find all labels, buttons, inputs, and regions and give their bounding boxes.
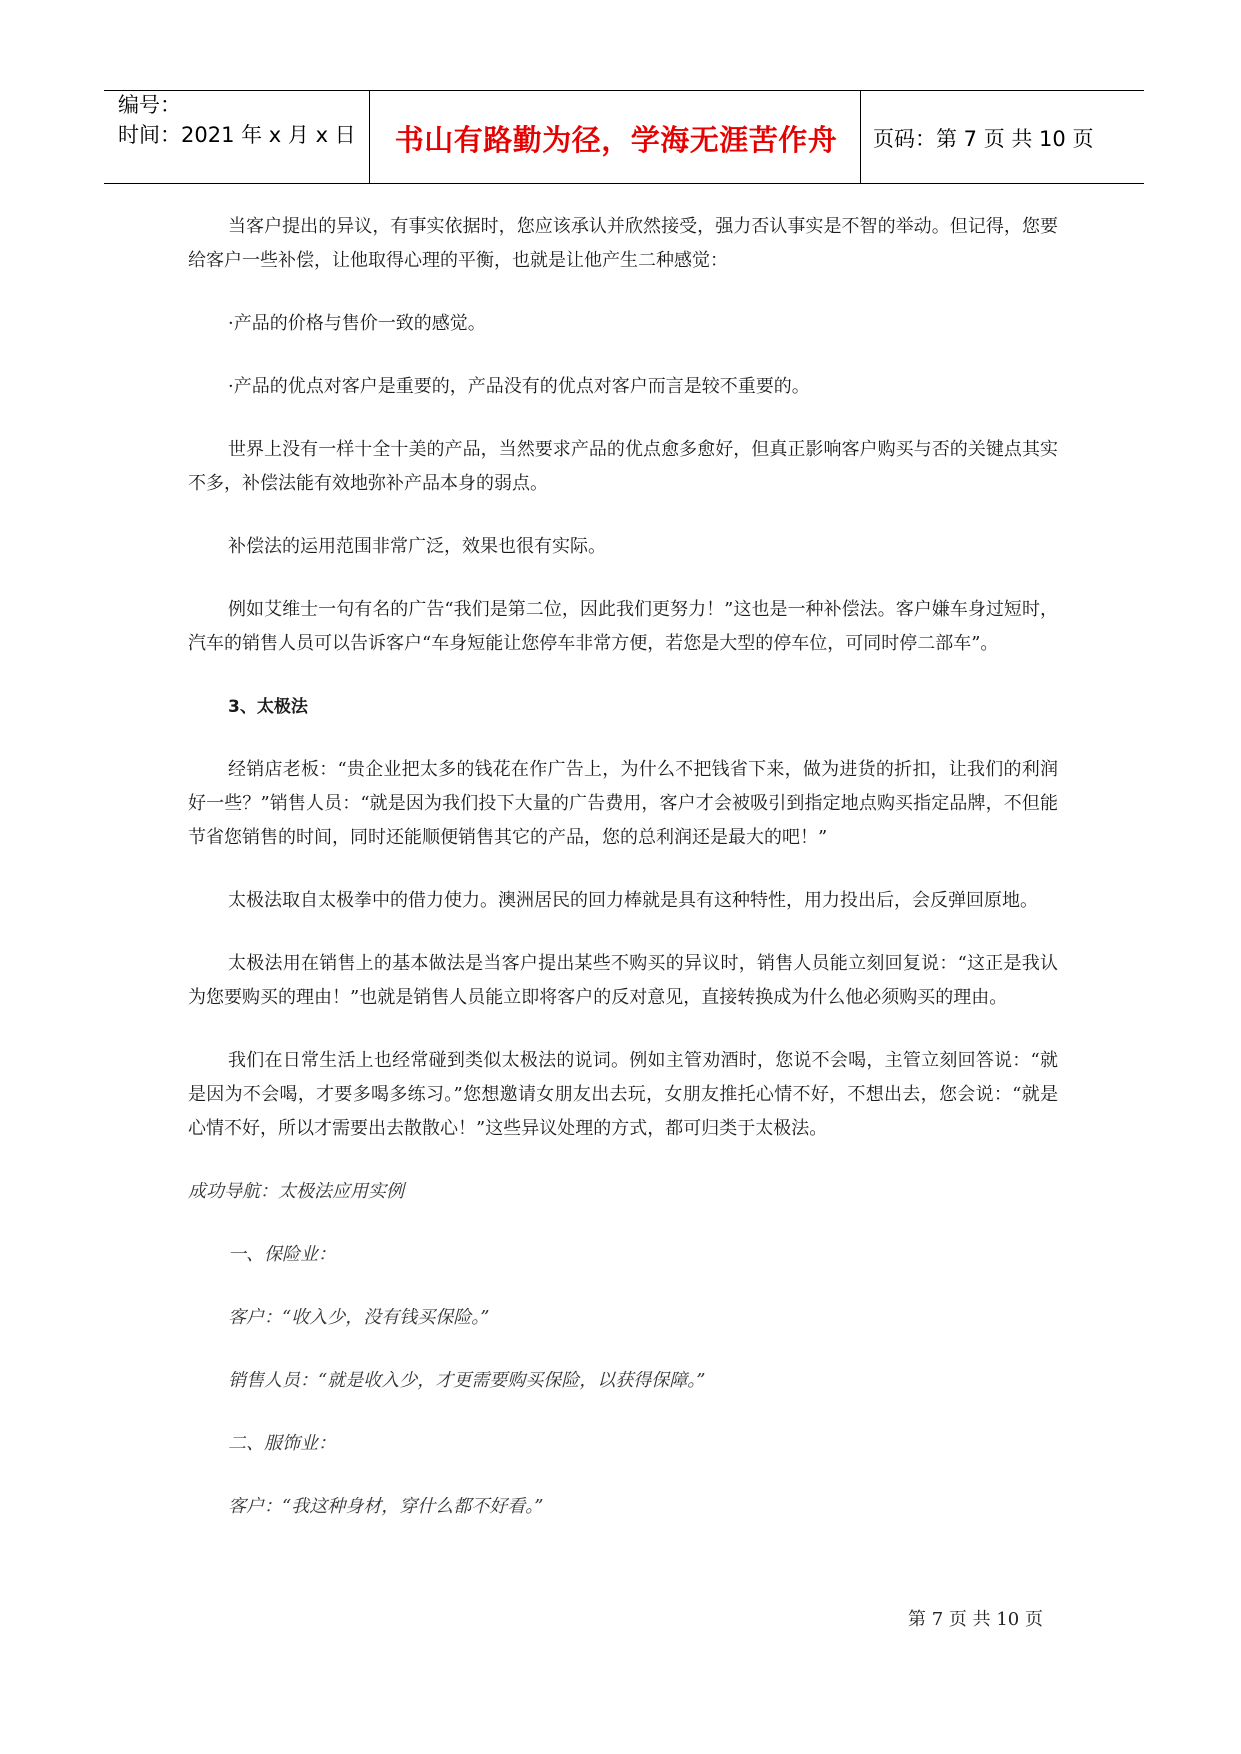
italic-subheading: 一、保险业： <box>228 1244 336 1265</box>
italic-dialogue: 客户：“我这种身材，穿什么都不好看。” <box>228 1496 544 1517</box>
bullet-item: ·产品的优点对客户是重要的，产品没有的优点对客户而言是较不重要的。 <box>228 376 810 397</box>
italic-subheading: 二、服饰业： <box>228 1433 336 1454</box>
paragraph: 世界上没有一样十全十美的产品，当然要求产品的优点愈多愈好，但真正影响客户购买与否的关键点其实不多，补偿法能有效地弥补产品本身的弱点。 <box>188 439 1058 494</box>
document-body <box>188 210 1058 1553</box>
paragraph: 补偿法的运用范围非常广泛，效果也很有实际。 <box>228 536 606 557</box>
paragraph: 当客户提出的异议，有事实依据时，您应该承认并欣然接受，强力否认事实是不智的举动。但记得，您要给客户一些补偿，让他取得心理的平衡，也就是让他产生二种感觉： <box>188 216 1058 271</box>
section-heading: 3、太极法 <box>228 697 308 717</box>
italic-dialogue: 销售人员：“就是收入少，才更需要购买保险，以获得保障。” <box>228 1370 706 1391</box>
header-motto: 书山有路勤为径，学海无涯苦作舟 <box>394 123 838 157</box>
paragraph: 我们在日常生活上也经常碰到类似太极法的说词。例如主管劝酒时，您说不会喝，主管立刻回答说：“就是因为不会喝，才要多喝多练习。”您想邀请女朋友出去玩，女朋友推托心情不好，不想出去，您会说：“就是心情不好，所以才需要出去散散心！”这些异议处理的方式，都可归类于太极法。 <box>188 1050 1058 1139</box>
header-page-label: 页码：第 7 页 共 10 页 <box>873 127 1094 151</box>
paragraph: 太极法用在销售上的基本做法是当客户提出某些不购买的异议时，销售人员能立刻回复说：“这正是我认为您要购买的理由！”也就是销售人员能立即将客户的反对意见，直接转换成为什么他必须购买的理由。 <box>188 953 1058 1008</box>
page-footer: 第 7 页 共 10 页 <box>908 1609 1043 1630</box>
document-time-label: 时间：2021 年 x 月 x 日 <box>118 123 356 147</box>
header-divider-right <box>860 91 861 184</box>
italic-note-title: 成功导航：太极法应用实例 <box>188 1181 404 1202</box>
header-bottom-rule <box>104 183 1144 184</box>
document-number-label: 编号： <box>118 93 181 117</box>
bullet-item: ·产品的价格与售价一致的感觉。 <box>228 313 486 334</box>
italic-dialogue: 客户：“收入少，没有钱买保险。” <box>228 1307 490 1328</box>
header-left-cell <box>118 90 356 150</box>
header-divider-left <box>369 91 370 184</box>
paragraph: 经销店老板：“贵企业把太多的钱花在作广告上，为什么不把钱省下来，做为进货的折扣，让我们的利润好一些？”销售人员：“就是因为我们投下大量的广告费用，客户才会被吸引到指定地点购买指定品牌，不但能节省您销售的时间，同时还能顺便销售其它的产品，您的总利润还是最大的吧！” <box>188 759 1058 848</box>
paragraph: 例如艾维士一句有名的广告“我们是第二位，因此我们更努力！”这也是一种补偿法。客户嫌车身过短时，汽车的销售人员可以告诉客户“车身短能让您停车非常方便，若您是大型的停车位，可同时停二部车”。 <box>188 599 1058 654</box>
paragraph: 太极法取自太极拳中的借力使力。澳洲居民的回力棒就是具有这种特性，用力投出后，会反弹回原地。 <box>228 890 1038 911</box>
